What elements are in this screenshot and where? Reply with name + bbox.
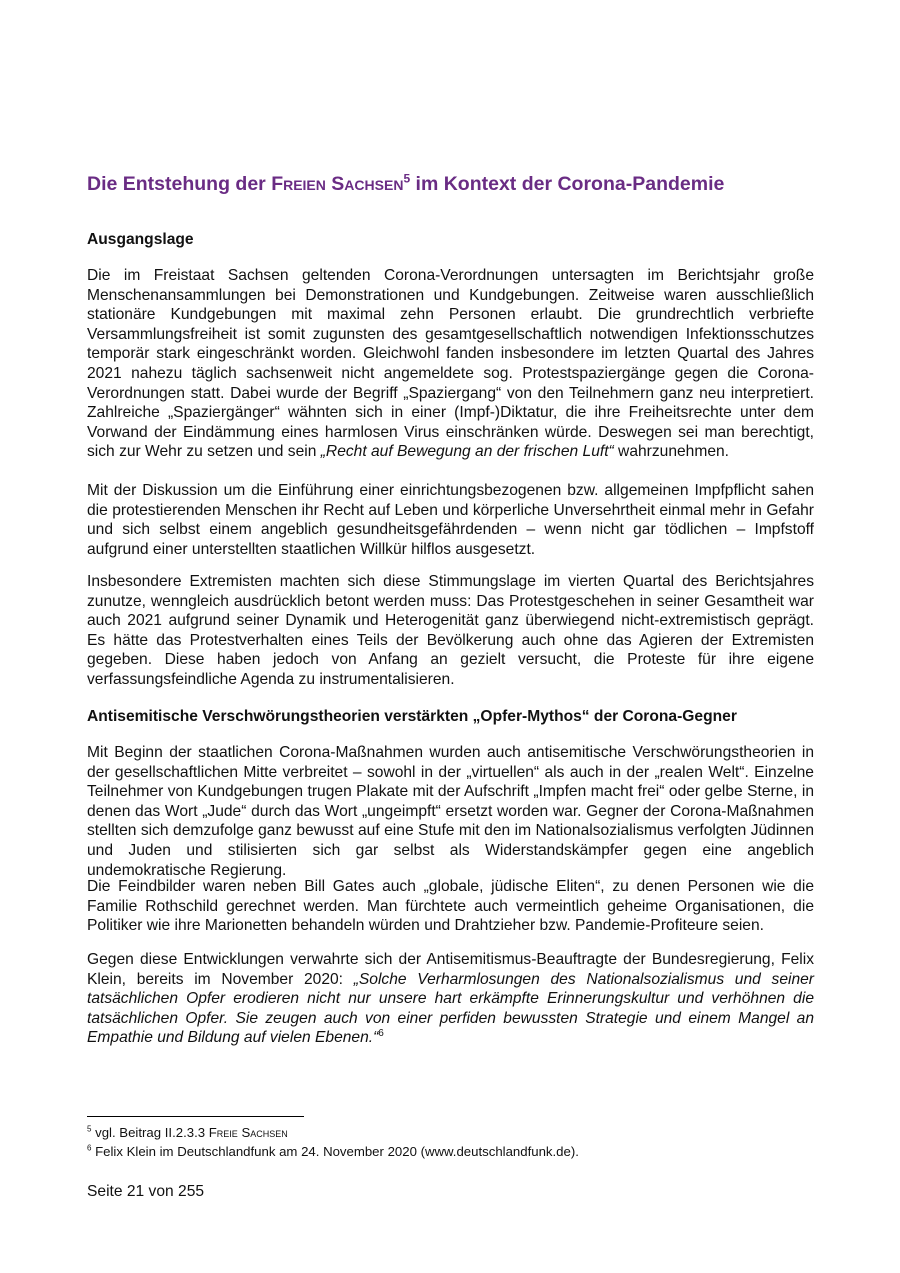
title-organization: Freien Sachsen	[271, 173, 404, 195]
paragraph-corona-verordnungen	[87, 266, 814, 462]
quote-felix-klein: „Solche Verharmlosungen des Nationalsozialismus und seiner tatsächlichen Opfer erodieren nicht nur unsere hart erkämpfte Erinnerungskultur und verhöhnen die tatsächlichen Opfer. Sie zeugen auch von einer perfiden bewussten Strategie und einem Mangel an Empathie und Bildung auf vielen Ebenen.“	[87, 970, 814, 1047]
paragraph-text: Die im Freistaat Sachsen geltenden Corona-Verordnungen untersagten im Berichtsjahr große Menschenansammlungen bei Demonstrationen und Kundgebungen. Zeitweise waren ausschließlich stationäre Kundgebungen mit maximal zehn Personen erlaubt. Die grundrechtlich verbriefte Versammlungsfreiheit ist somit zugunsten des gesamtgesellschaftlich notwendigen Infektionsschutzes temporär stark eingeschränkt worden. Gleichwohl fanden insbesondere im letzten Quartal des Jahres 2021 nahezu täglich sachsenweit nicht angemeldete sog. Protestspaziergänge gegen die Corona-Verordnungen statt. Dabei wurde der Begriff „Spaziergang“ von den Teilnehmern ganz neu interpretiert. Zahlreiche „Spaziergänger“ wähnten sich in einer (Impf-)Diktatur, die ihre Freiheitsrechte unter dem Vorwand der Eindämmung eines harmlosen Virus einschränken würde. Deswegen sei man berechtigt, sich zur Wehr zu setzen und sein	[87, 267, 814, 461]
title-suffix: im Kontext der Corona-Pandemie	[410, 173, 725, 195]
paragraph-text: Gegen diese Entwicklungen verwahrte sich der Antisemitismus-Beauftragte der Bundesregierung, Felix Klein, bereits im November 2020:	[87, 951, 814, 988]
paragraph-felix-klein	[87, 950, 814, 1048]
paragraph-text: wahrzunehmen.	[613, 443, 730, 461]
footnote-organization: Freie Sachsen	[208, 1125, 288, 1140]
footnote-text: vgl. Beitrag II.2.3.3	[91, 1125, 209, 1140]
footnote-number: 5	[87, 1124, 92, 1134]
footnote-divider	[87, 1116, 304, 1117]
paragraph-extremisten: Insbesondere Extremisten machten sich diese Stimmungslage im vierten Quartal des Berichtsjahres zunutze, wenngleich ausdrücklich betont werden muss: Das Protestgeschehen in seiner Gesamtheit war auch 2021 aufgrund seiner Dynamik und Heterogenität ganz überwiegend nicht-extremistisch geprägt. Es hätte das Protestverhalten eines Teils der Bevölkerung auch ohne das Agieren der Extremisten gegeben. Diese haben jedoch von Anfang an gezielt versucht, die Proteste für ihre eigene verfassungsfeindliche Agenda zu instrumentalisieren.	[87, 573, 814, 688]
footnote-6	[87, 1143, 814, 1160]
heading-antisemitische-verschwoerungstheorien: Antisemitische Verschwörungstheorien verstärkten „Opfer-Mythos“ der Corona-Gegner	[87, 708, 737, 725]
paragraph-impfpflicht: Mit der Diskussion um die Einführung einer einrichtungsbezogenen bzw. allgemeinen Impfpflicht sahen die protestierenden Menschen ihr Recht auf Leben und körperliche Unversehrtheit einmal mehr in Gefahr und sich selbst einem angeblich gesundheitsgefährdenden – wenn nicht gar tödlichen – Impfstoff aufgrund einer unterstellten staatlichen Willkür hilflos ausgesetzt.	[87, 482, 814, 558]
footnote-ref-6[interactable]: 6	[378, 1028, 384, 1040]
quote-recht-auf-bewegung: „Recht auf Bewegung an der frischen Luft“	[320, 443, 614, 461]
page-number: Seite 21 von 255	[87, 1183, 205, 1200]
footnote-ref-5[interactable]: 5	[403, 171, 411, 186]
footnote-5	[87, 1124, 814, 1141]
title-prefix: Die Entstehung der	[87, 173, 272, 195]
heading-ausgangslage: Ausgangslage	[87, 231, 194, 248]
paragraph-feindbilder: Die Feindbilder waren neben Bill Gates auch „globale, jüdische Eliten“, zu denen Personen wie die Familie Rothschild gerechnet werden. Man fürchtete auch vermeintlich geheime Organisationen, die Politiker wie ihre Marionetten behandeln würden und Drahtzieher bzw. Pandemie-Profiteure seien.	[87, 878, 814, 935]
footnote-number: 6	[87, 1143, 92, 1153]
paragraph-antisemitismus: Mit Beginn der staatlichen Corona-Maßnahmen wurden auch antisemitische Verschwörungstheorien in der gesellschaftlichen Mitte verbreitet – sowohl in der „virtuellen“ als auch in der „realen Welt“. Einzelne Teilnehmer von Kundgebungen trugen Plakate mit der Aufschrift „Impfen macht frei“ oder gelbe Sterne, in denen das Wort „Jude“ durch das Wort „ungeimpft“ ersetzt worden war. Gegner der Corona-Maßnahmen stellten sich demzufolge ganz bewusst auf eine Stufe mit den im Nationalsozialismus verfolgten Jüdinnen und Juden und stilisierten sich gar selbst als Widerstandskämpfer gegen eine angeblich undemokratische Regierung.	[87, 744, 814, 879]
footnote-text: Felix Klein im Deutschlandfunk am 24. November 2020 (www.deutschlandfunk.de).	[91, 1144, 579, 1159]
section-title	[87, 170, 827, 198]
